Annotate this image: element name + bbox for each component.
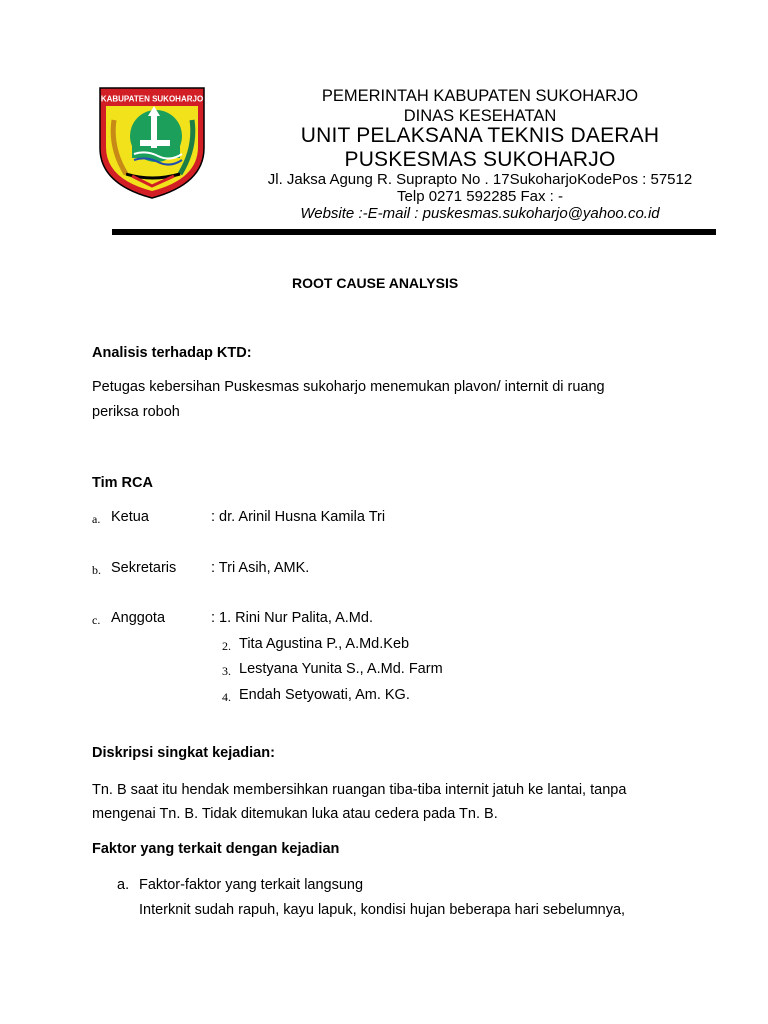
member-number: 2.	[222, 639, 231, 653]
header-website-email: Website :-E-mail : puskesmas.sukoharjo@yahoo.co.id	[300, 205, 660, 222]
analisis-heading: Analisis terhadap KTD:	[92, 345, 252, 361]
sekretaris-marker: b.	[92, 563, 101, 577]
diskripsi-heading: Diskripsi singkat kejadian:	[92, 745, 275, 761]
diskripsi-text-line-2: mengenai Tn. B. Tidak ditemukan luka atau cedera pada Tn. B.	[92, 806, 498, 822]
header-department: DINAS KESEHATAN	[403, 107, 557, 125]
member-name: Lestyana Yunita S., A.Md. Farm	[239, 661, 443, 677]
member-number: 3.	[222, 664, 231, 678]
faktor-a-text: Interknit sudah rapuh, kayu lapuk, kondisi hujan beberapa hari sebelumnya,	[139, 902, 626, 918]
ketua-value: : dr. Arinil Husna Kamila Tri	[211, 509, 386, 525]
sekretaris-label: Sekretaris	[111, 560, 177, 576]
faktor-heading: Faktor yang terkait dengan kejadian	[92, 841, 340, 857]
member-name: Tita Agustina P., A.Md.Keb	[239, 636, 410, 652]
ketua-marker: a.	[92, 512, 101, 526]
header-unit: UNIT PELAKSANA TEKNIS DAERAH	[300, 124, 660, 147]
header-government: PEMERINTAH KABUPATEN SUKOHARJO	[321, 87, 639, 105]
diskripsi-text-line-1: Tn. B saat itu hendak membersihkan ruangan tiba-tiba internit jatuh ke lantai, tanpa	[92, 782, 627, 798]
svg-text:KABUPATEN SUKOHARJO: KABUPATEN SUKOHARJO	[100, 94, 204, 104]
anggota-value: : 1. Rini Nur Palita, A.Md.	[211, 610, 373, 626]
header-puskesmas: PUSKESMAS SUKOHARJO	[344, 148, 616, 171]
ketua-label: Ketua	[111, 509, 149, 525]
faktor-a-title: Faktor-faktor yang terkait langsung	[139, 877, 364, 893]
anggota-label: Anggota	[111, 610, 166, 626]
header-address: Jl. Jaksa Agung R. Suprapto No . 17SukoharjoKodePos : 57512	[267, 171, 693, 188]
member-number: 4.	[222, 690, 231, 704]
member-name: Endah Setyowati, Am. KG.	[239, 687, 410, 703]
analisis-text-line-1: Petugas kebersihan Puskesmas sukoharjo menemukan plavon/ internit di ruang	[92, 379, 605, 395]
header-divider	[112, 229, 716, 235]
tim-rca-heading: Tim RCA	[92, 475, 153, 491]
kabupaten-sukoharjo-emblem	[96, 84, 208, 200]
sekretaris-value: : Tri Asih, AMK.	[211, 560, 310, 576]
header-phone: Telp 0271 592285 Fax : -	[397, 188, 563, 205]
analisis-text-line-2: periksa roboh	[92, 404, 180, 420]
faktor-a-marker: a.	[117, 877, 130, 893]
document-title: ROOT CAUSE ANALYSIS	[292, 275, 459, 291]
anggota-marker: c.	[92, 613, 101, 627]
